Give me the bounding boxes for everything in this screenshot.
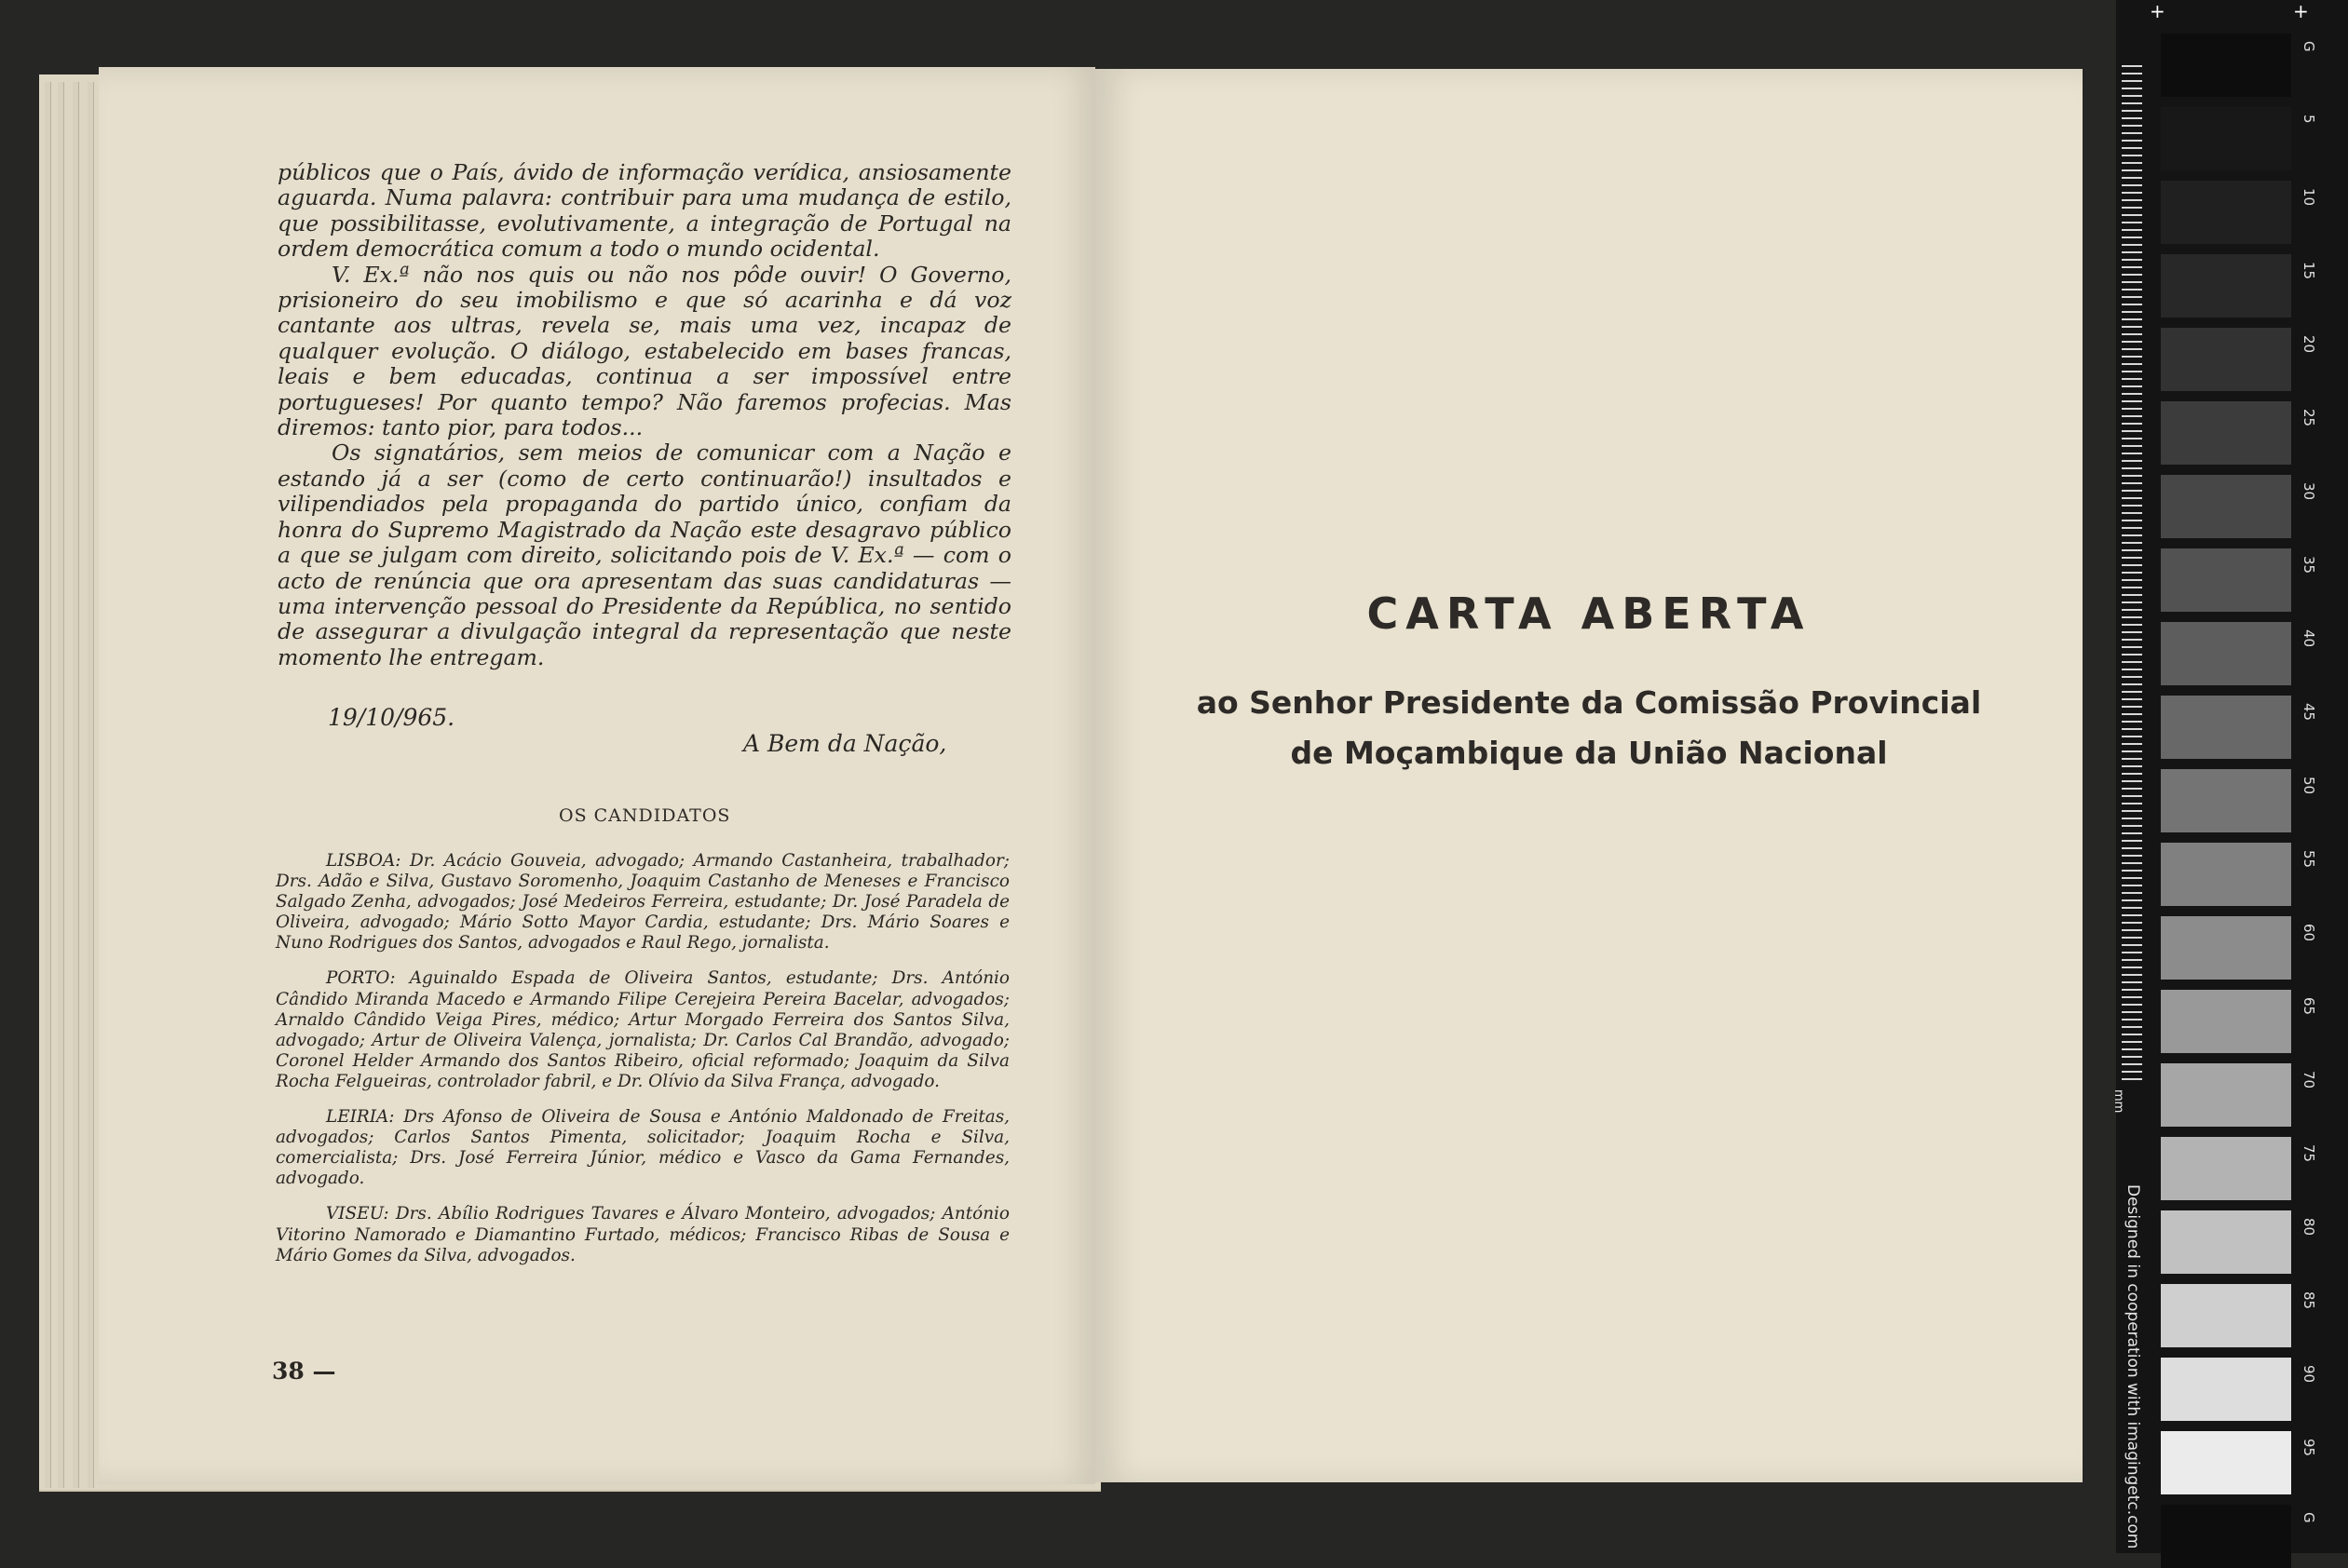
- gray-patch: [2161, 916, 2291, 980]
- patch-label: 50: [2300, 777, 2317, 795]
- candidates-list: [276, 851, 1010, 1281]
- candidates-entry-lisboa: LISBOA: Dr. Acácio Gouveia, advogado; Armando Castanheira, trabalhador; Drs. Adão e Silva, Gustavo Soromenho, Joaquim Castanho de Meneses e Francisco Salgado Zenha, advogados; José Medeiros Ferreira, estudante; Dr. José Paradela de Oliveira, advogado; Mário Sotto Mayor Cardia, estudante; Drs. Mário Soares e Nuno Rodrigues dos Santos, advogados e Raul Rego, jornalista.: [276, 851, 1010, 953]
- patch-label: 20: [2300, 335, 2317, 354]
- patch-label: 40: [2300, 629, 2317, 648]
- gray-patch: [2161, 181, 2291, 244]
- patch-label: 95: [2300, 1439, 2317, 1457]
- gray-patch: [2161, 1505, 2291, 1568]
- page-number: 38 —: [272, 1358, 336, 1385]
- candidates-entry-porto: PORTO: Aguinaldo Espada de Oliveira Santos, estudante; Drs. António Cândido Miranda Macedo e Armando Filipe Cerejeira Pereira Bacelar, advogados; Arnaldo Cândido Veiga Pires, médico; Artur Morgado Ferreira dos Santos Silva, advogado; Artur de Oliveira Valença, jornalista; Dr. Carlos Cal Brandão, advogado; Coronel Helder Armando dos Santos Ribeiro, oficial reformado; Joaquim da Silva Rocha Felgueiras, controlador fabril, e Dr. Olívio da Silva França, advogado.: [276, 968, 1010, 1091]
- paragraph: Os signatários, sem meios de comunicar com a Nação e estando já a ser (como de certo continuarão!) insultados e vilipendiados pela propaganda do partido único, confiam da honra do Supremo Magistrado da Nação este desagravo público a que se julgam com direito, solicitando pois de V. Ex.ª — com o acto de renúncia que ora apresentam das suas candidaturas — uma intervenção pessoal do Presidente da República, no sentido de assegurar a divulgação integral da representação que neste momento lhe entregam.: [278, 439, 1011, 670]
- patch-label: 30: [2300, 482, 2317, 501]
- page-edge: [88, 82, 94, 1488]
- candidates-heading: OS CANDIDATOS: [559, 805, 731, 826]
- patch-label: 80: [2300, 1218, 2317, 1237]
- gray-patch: [2161, 843, 2291, 906]
- gray-patch: [2161, 622, 2291, 685]
- crosshair-icon: +: [2150, 0, 2165, 22]
- patch-label: G: [2300, 41, 2317, 52]
- page-subtitle: [1095, 678, 2083, 778]
- body-text: [278, 160, 1011, 670]
- paragraph: públicos que o País, ávido de informação verídica, ansiosamente aguarda. Numa palavra: contribuir para uma mudança de estilo, que possibilitasse, evolutivamente, a integração de Portugal na ordem democrática comum a todo o mundo ocidental.: [278, 159, 1011, 263]
- mm-ruler: [2122, 65, 2142, 1080]
- gray-patch: [2161, 769, 2291, 832]
- target-credit: Designed in cooperation with imagingetc.com: [2124, 1184, 2142, 1549]
- gray-patch: [2161, 254, 2291, 318]
- paragraph: V. Ex.ª não nos quis ou não nos pôde ouvir! O Governo, prisioneiro do seu imobilismo e que só acarinha e dá voz cantante aos ultras, revela se, mais uma vez, incapaz de qualquer evolução. O diálogo, estabelecido em bases francas, leais e bem educadas, continua a ser impossível entre portugueses! Por quanto tempo? Não faremos profecias. Mas diremos: tanto pior, para todos...: [278, 261, 1011, 441]
- candidates-entry-viseu: VISEU: Drs. Abílio Rodrigues Tavares e Álvaro Monteiro, advogados; António Vitorino Namorado e Diamantino Furtado, médicos; Francisco Ribas de Sousa e Mário Gomes da Silva, advogados.: [276, 1204, 1010, 1265]
- patch-label: 75: [2300, 1144, 2317, 1163]
- gray-patch: [2161, 1063, 2291, 1127]
- gray-patch: [2161, 34, 2291, 97]
- ruler-unit-label: mm: [2111, 1089, 2125, 1114]
- gray-patch: [2161, 990, 2291, 1053]
- patch-label: 60: [2300, 924, 2317, 942]
- subtitle-line: ao Senhor Presidente da Comissão Provincial: [1196, 684, 1982, 721]
- patch-label: 35: [2300, 556, 2317, 574]
- candidates-entry-leiria: LEIRIA: Drs Afonso de Oliveira de Sousa e António Maldonado de Freitas, advogados; Carlos Santos Pimenta, solicitador; Joaquim Rocha e Silva, comercialista; Drs. José Ferreira Júnior, médico e Vasco da Gama Fernandes, advogado.: [276, 1107, 1010, 1189]
- gray-patch: [2161, 1137, 2291, 1200]
- patch-label: 85: [2300, 1291, 2317, 1310]
- gray-patch: [2161, 401, 2291, 465]
- patch-label: 90: [2300, 1365, 2317, 1384]
- page-edge: [58, 82, 64, 1488]
- patch-label: 25: [2300, 409, 2317, 427]
- gray-patch: [2161, 107, 2291, 170]
- gray-patch: [2161, 1284, 2291, 1347]
- letter-date: 19/10/965.: [328, 704, 455, 731]
- gray-patch: [2161, 548, 2291, 612]
- gray-patch: [2161, 696, 2291, 759]
- gray-patch: [2161, 1210, 2291, 1274]
- patch-label: 65: [2300, 997, 2317, 1016]
- gray-patch: [2161, 1358, 2291, 1421]
- patch-label: 70: [2300, 1071, 2317, 1089]
- patch-label: 45: [2300, 703, 2317, 722]
- page-title: CARTA ABERTA: [1366, 588, 1812, 639]
- gray-patch: [2161, 328, 2291, 391]
- crosshair-icon: +: [2293, 0, 2309, 22]
- gray-patch: [2161, 1431, 2291, 1494]
- gray-patch: [2161, 475, 2291, 538]
- letter-closing: A Bem da Nação,: [743, 730, 947, 757]
- page-edge: [73, 82, 79, 1488]
- subtitle-line: de Moçambique da União Nacional: [1290, 735, 1888, 771]
- patch-label: 10: [2300, 188, 2317, 207]
- patch-label: 55: [2300, 850, 2317, 869]
- patch-label: 5: [2300, 115, 2317, 124]
- page-edge: [45, 82, 51, 1488]
- patch-label: 15: [2300, 262, 2317, 280]
- patch-label: G: [2300, 1512, 2317, 1523]
